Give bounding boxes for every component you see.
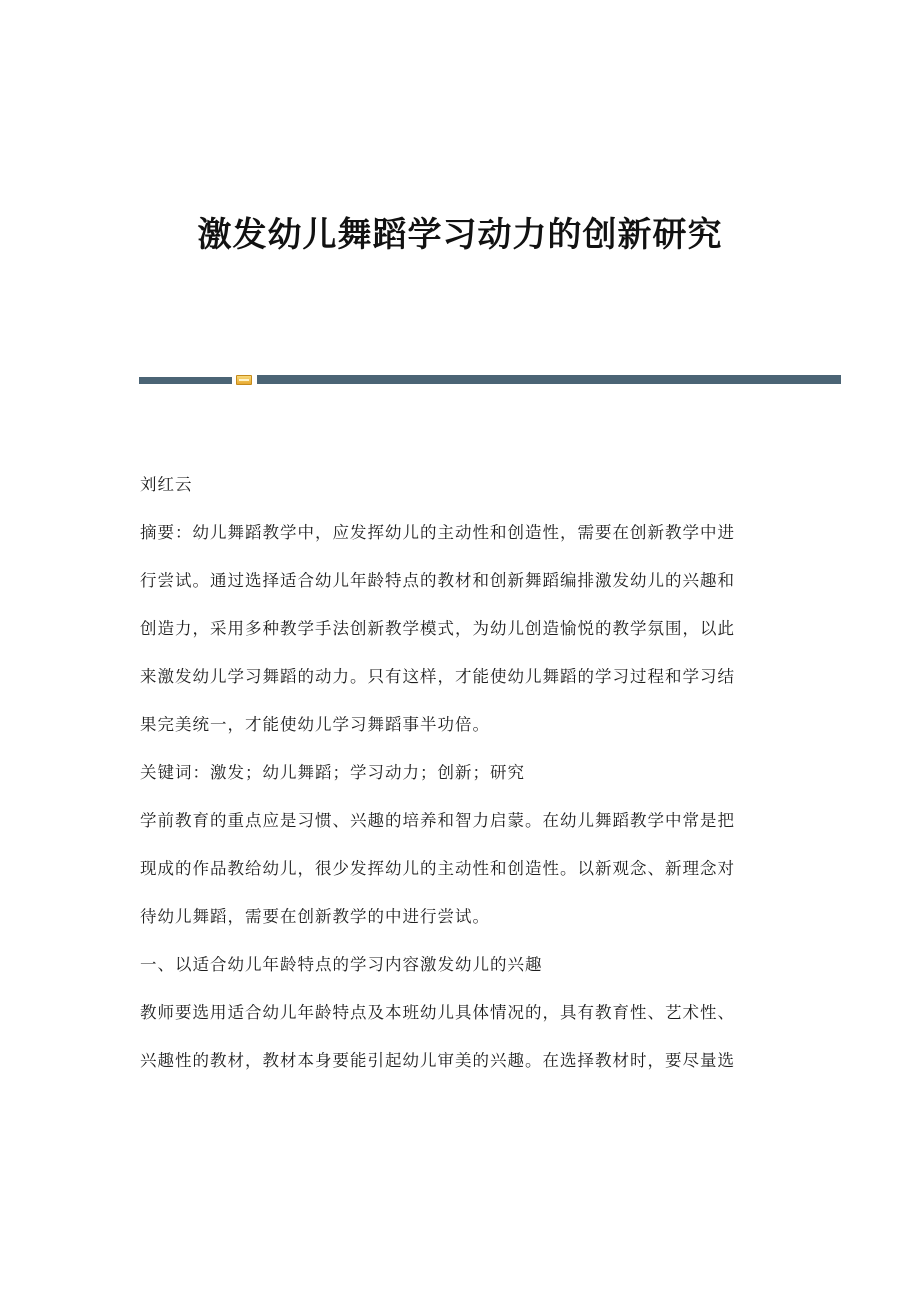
document-title: 激发幼儿舞蹈学习动力的创新研究 xyxy=(197,215,723,255)
intro-line: 待幼儿舞蹈，需要在创新教学的中进行尝试。 xyxy=(140,907,490,926)
abstract-line: 创造力，采用多种教学手法创新教学模式，为幼儿创造愉悦的教学氛围，以此 xyxy=(140,619,735,638)
title-divider xyxy=(139,375,841,385)
intro-line: 学前教育的重点应是习惯、兴趣的培养和智力启蒙。在幼儿舞蹈教学中常是把 xyxy=(140,811,735,830)
abstract-line: 行尝试。通过选择适合幼儿年龄特点的教材和创新舞蹈编排激发幼儿的兴趣和 xyxy=(140,571,735,590)
intro-line: 现成的作品教给幼儿，很少发挥幼儿的主动性和创造性。以新观念、新理念对 xyxy=(140,859,735,878)
divider-bar-left xyxy=(139,377,232,384)
abstract-line: 来激发幼儿学习舞蹈的动力。只有这样，才能使幼儿舞蹈的学习过程和学习结 xyxy=(140,667,735,686)
divider-bar-right xyxy=(257,375,841,384)
abstract-paragraph xyxy=(140,518,780,740)
author-name: 刘红云 xyxy=(140,475,193,494)
abstract-line: 摘要：幼儿舞蹈教学中，应发挥幼儿的主动性和创造性，需要在创新教学中进 xyxy=(140,523,735,542)
document-body xyxy=(140,470,780,1076)
section-line: 兴趣性的教材，教材本身要能引起幼儿审美的兴趣。在选择教材时，要尽量选 xyxy=(140,1051,735,1070)
intro-paragraph xyxy=(140,806,780,932)
divider-ornament-icon xyxy=(236,375,252,385)
keywords-line: 关键词：激发；幼儿舞蹈；学习动力；创新；研究 xyxy=(140,763,525,782)
abstract-line: 果完美统一，才能使幼儿学习舞蹈事半功倍。 xyxy=(140,715,490,734)
section-heading: 一、以适合幼儿年龄特点的学习内容激发幼儿的兴趣 xyxy=(140,955,543,974)
section-paragraph xyxy=(140,998,780,1076)
section-line: 教师要选用适合幼儿年龄特点及本班幼儿具体情况的，具有教育性、艺术性、 xyxy=(140,1003,735,1022)
